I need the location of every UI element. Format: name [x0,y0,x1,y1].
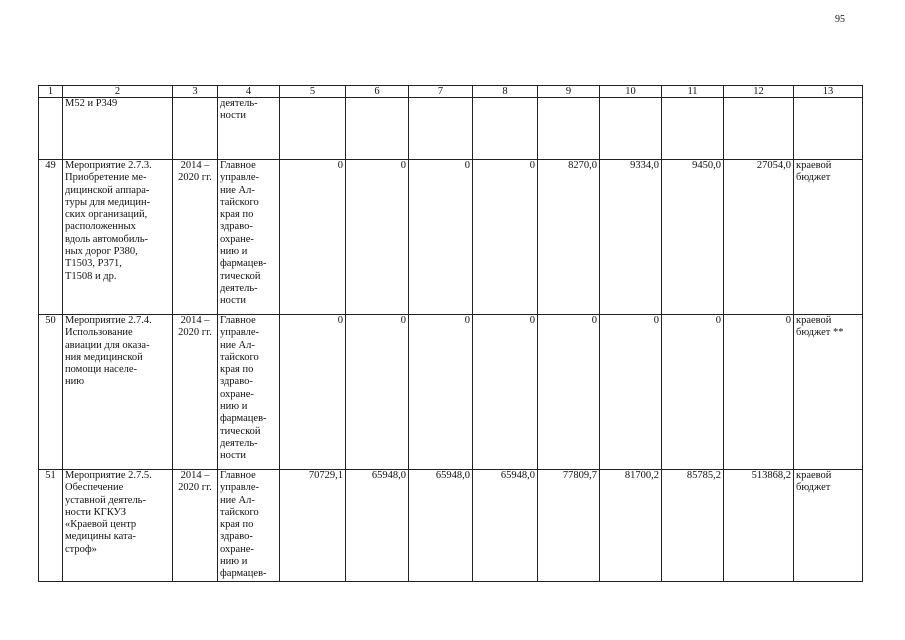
period-cell [173,160,218,315]
row-number-cell [39,315,63,470]
value-cell [473,470,538,582]
value-cell [724,160,794,315]
executor-cell-text: деятель- ности [220,98,258,122]
row-number-cell [39,160,63,315]
column-header: 8 [473,86,538,98]
value-cell [662,470,724,582]
value-cell [473,315,538,470]
page-number: 95 [835,14,845,25]
funding-source-cell [794,98,863,160]
value-cell [724,470,794,582]
value-cell-text: 0 [464,160,470,171]
value-cell-text: 81700,2 [624,470,659,481]
value-cell-text: 27054,0 [756,160,791,171]
value-cell [724,98,794,160]
value-cell-text: 9334,0 [630,160,659,171]
period-cell [173,470,218,582]
value-cell [662,98,724,160]
activity-name-cell [63,160,173,315]
value-cell-text: 8270,0 [568,160,597,171]
row-number-cell [39,470,63,582]
table-row [39,315,863,470]
funding-source-cell [794,315,863,470]
value-cell-text: 0 [337,315,343,326]
executor-cell [218,98,280,160]
activity-name-cell [63,470,173,582]
value-cell [600,315,662,470]
value-cell-text: 65948,0 [500,470,535,481]
column-header: 12 [724,86,794,98]
value-cell-text: 85785,2 [686,470,721,481]
value-cell [409,470,473,582]
value-cell-text: 9450,0 [692,160,721,171]
value-cell [538,315,600,470]
table-header-row [39,86,863,98]
value-cell [409,315,473,470]
value-cell-text: 0 [785,315,791,326]
column-header: 2 [63,86,173,98]
value-cell [409,160,473,315]
column-header: 3 [173,86,218,98]
activity-name-cell-text: Мероприятие 2.7.5. Обеспечение уставной деятель- ности КГКУЗ «Краевой центр медицины ката- строф» [65,470,152,555]
period-cell-text: 2014 – 2020 гг. [178,160,212,184]
value-cell [280,470,346,582]
executor-cell [218,160,280,315]
period-cell-text: 2014 – 2020 гг. [178,315,212,339]
row-number-cell-text: 51 [45,470,56,481]
value-cell-text: 513868,2 [751,470,791,481]
value-cell [538,160,600,315]
table-row [39,98,863,160]
funding-source-cell-text: краевой бюджет [796,160,832,184]
value-cell [538,98,600,160]
value-cell [538,470,600,582]
row-number-cell-text: 50 [45,315,56,326]
column-header: 4 [218,86,280,98]
value-cell [473,160,538,315]
value-cell [280,315,346,470]
executor-cell-text: Главное управле- ние Ал- тайского края по здраво- охране- нию и фармацев- [220,470,267,580]
executor-cell [218,315,280,470]
activity-name-cell-text: Мероприятие 2.7.3. Приобретение ме- дицинской аппара- туры для медицин- ских организаций, расположенных вдоль автомобиль- ных дорог Р380, Т1503, Р371, Т1508 и др. [65,160,152,282]
column-header: 1 [39,86,63,98]
funding-source-cell-text: краевой бюджет [796,470,832,494]
value-cell-text: 0 [337,160,343,171]
value-cell-text: 70729,1 [308,470,343,481]
period-cell [173,315,218,470]
value-cell-text: 65948,0 [371,470,406,481]
value-cell-text: 0 [400,315,406,326]
column-header: 11 [662,86,724,98]
executor-cell-text: Главное управле- ние Ал- тайского края по здраво- охране- нию и фармацев- тической деятель- ности [220,315,267,462]
budget-table [38,85,863,582]
column-header: 6 [346,86,409,98]
period-cell [173,98,218,160]
column-header: 7 [409,86,473,98]
value-cell [280,160,346,315]
column-header: 9 [538,86,600,98]
column-header: 10 [600,86,662,98]
value-cell-text: 65948,0 [435,470,470,481]
column-header: 5 [280,86,346,98]
column-header: 13 [794,86,863,98]
value-cell-text: 0 [529,315,535,326]
value-cell-text: 0 [464,315,470,326]
row-number-cell [39,98,63,160]
value-cell [346,315,409,470]
activity-name-cell [63,315,173,470]
table-row [39,470,863,582]
value-cell [346,160,409,315]
value-cell [600,160,662,315]
value-cell-text: 0 [400,160,406,171]
value-cell-text: 0 [529,160,535,171]
activity-name-cell [63,98,173,160]
value-cell [280,98,346,160]
executor-cell-text: Главное управле- ние Ал- тайского края по здраво- охране- нию и фармацев- тической деятель- ности [220,160,267,307]
value-cell [346,470,409,582]
value-cell [724,315,794,470]
row-number-cell-text: 49 [45,160,56,171]
funding-source-cell [794,470,863,582]
table-row [39,160,863,315]
value-cell [600,470,662,582]
value-cell [346,98,409,160]
value-cell-text: 0 [591,315,597,326]
value-cell-text: 0 [653,315,659,326]
value-cell [600,98,662,160]
value-cell-text: 77809,7 [562,470,597,481]
funding-source-cell-text: краевой бюджет ** [796,315,844,339]
value-cell [662,315,724,470]
value-cell [662,160,724,315]
value-cell [473,98,538,160]
activity-name-cell-text: Мероприятие 2.7.4. Использование авиации для оказа- ния медицинской помощи населе- нию [65,315,152,388]
value-cell [409,98,473,160]
period-cell-text: 2014 – 2020 гг. [178,470,212,494]
funding-source-cell [794,160,863,315]
value-cell-text: 0 [715,315,721,326]
activity-name-cell-text: М52 и Р349 [65,98,118,109]
executor-cell [218,470,280,582]
